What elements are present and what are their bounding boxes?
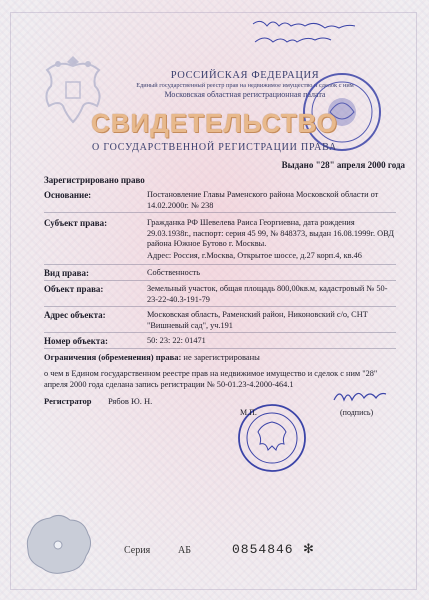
- document-subtitle: О ГОСУДАРСТВЕННОЙ РЕГИСТРАЦИИ ПРАВА: [92, 142, 337, 153]
- signature: [330, 384, 390, 408]
- form-number: 0854846: [232, 542, 294, 557]
- registry-header: Единый государственный реестр прав на недвижимое имущество и сделок с ним: [136, 82, 354, 89]
- signature-label: (подпись): [340, 408, 374, 417]
- object-number-value: 50: 23: 22: 01471: [147, 336, 206, 345]
- right-type-label: Вид права:: [44, 268, 90, 278]
- handwritten-note: [245, 14, 405, 54]
- divider: [44, 264, 396, 265]
- divider: [44, 306, 396, 307]
- restrictions-label: Ограничения (обременения) права:: [44, 352, 182, 362]
- restrictions: [44, 352, 260, 362]
- authority-header: Московская областная регистрационная палата: [164, 90, 326, 99]
- object-label: Объект права:: [44, 284, 104, 294]
- divider: [44, 332, 396, 333]
- registrar-label: Регистратор: [44, 396, 92, 406]
- series-value: АБ: [178, 545, 191, 556]
- stamp-place-label: М.П.: [240, 408, 257, 417]
- restrictions-value: не зарегистрированы: [183, 352, 260, 362]
- registered-label: Зарегистрировано право: [44, 175, 145, 185]
- subject-address: Адрес: Россия, г.Москва, Открытое шоссе, д.27 корп.4, кв.46: [147, 251, 362, 260]
- asterisk-icon: ✻: [303, 541, 314, 556]
- issue-date: Выдано "28" апреля 2000 года: [281, 160, 405, 170]
- document-title: СВИДЕТЕЛЬСТВО: [91, 108, 338, 138]
- divider: [44, 348, 396, 349]
- moscow-region-map-icon: [18, 512, 98, 578]
- subject-value: Гражданка РФ Шевелева Раиса Георгиевна, дата рождения 29.03.1938г., паспорт: серия 45 99, № 848373, выдан 16.08.1999г. ОВД района Южное Бутово г. Москвы.: [147, 218, 394, 249]
- object-number-label: Номер объекта:: [44, 336, 108, 346]
- registrar-name: Рябов Ю. Н.: [108, 396, 153, 406]
- object-value: Земельный участок, общая площадь 800,00кв.м, кадастровый № 50-23-22-40.3-191-79: [147, 284, 388, 304]
- series-label: Серия: [124, 545, 151, 556]
- basis-label: Основание:: [44, 190, 92, 200]
- object-address-value: Московская область, Раменский район, Никоновский с/о, СНТ "Вишневый сад", уч.191: [147, 310, 368, 330]
- right-type-value: Собственность: [147, 268, 201, 277]
- registry-entry-text: о чем в Едином государственном реестре прав на недвижимое имущество и сделок с ним "28" апреля 2000 года сделана запись регистрации № 50-01.23-4.2000-464.1: [44, 369, 378, 389]
- country-header: РОССИЙСКАЯ ФЕДЕРАЦИЯ: [170, 70, 320, 81]
- divider: [44, 212, 396, 213]
- basis-value: Постановление Главы Раменского района Московской области от 14.02.2000г. № 238: [147, 190, 379, 210]
- subject-label: Субъект права:: [44, 218, 108, 228]
- object-address-label: Адрес объекта:: [44, 310, 106, 320]
- divider: [44, 280, 396, 281]
